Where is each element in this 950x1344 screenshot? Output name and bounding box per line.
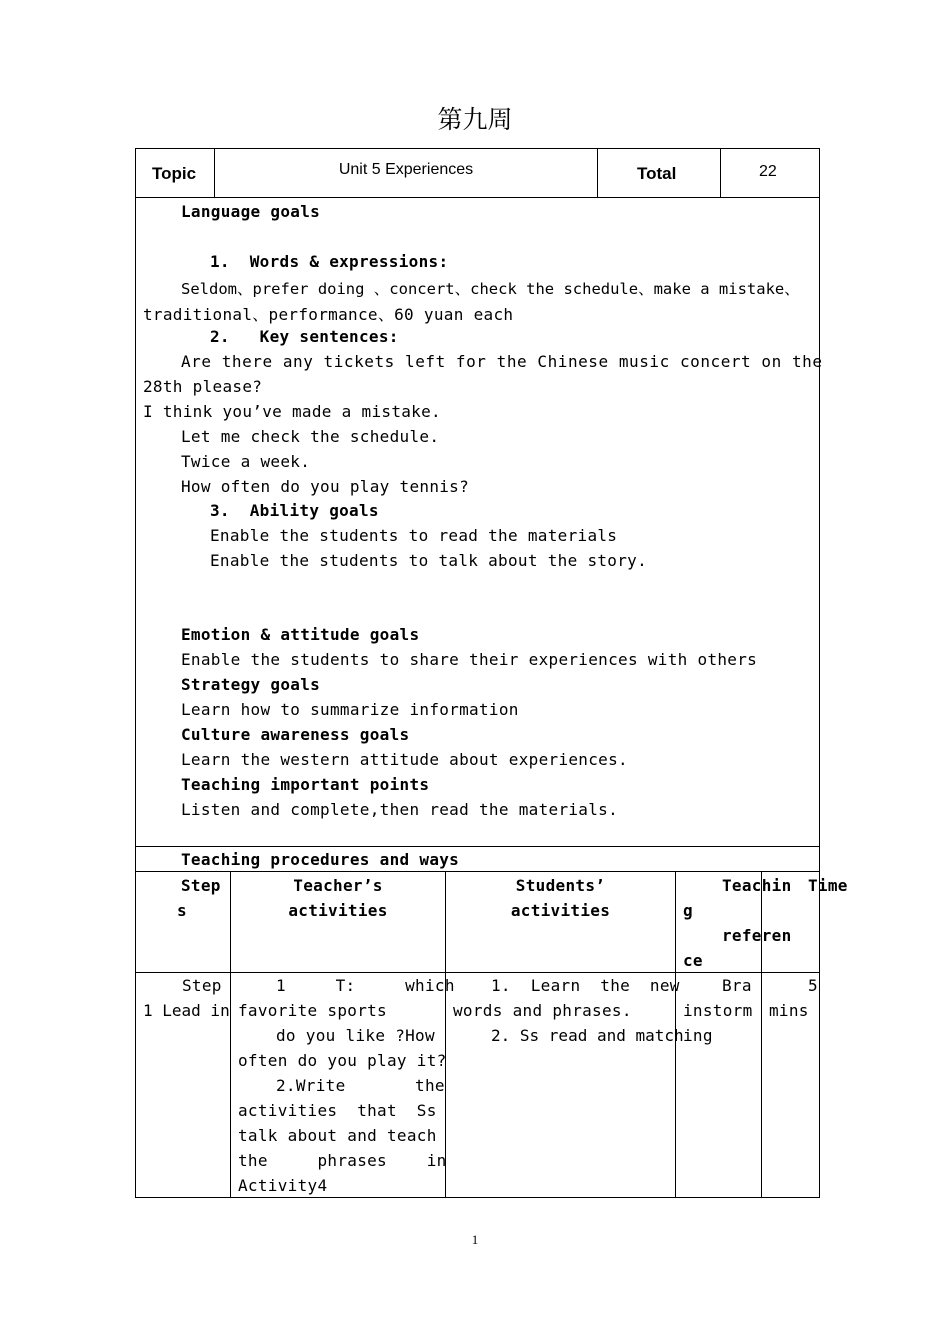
col-students-a: Students’ <box>515 876 606 895</box>
col-reference-a: Teachin <box>722 876 792 895</box>
col-reference-b: g <box>683 901 693 920</box>
row1-teacher-line-1: 1 T: which <box>276 976 455 995</box>
important-points-text: Listen and complete,then read the materials. <box>181 800 619 819</box>
row1-teacher-line-3: do you like ?How <box>276 1026 435 1045</box>
sentence-1a: Are there any tickets left for the Chinese music concert on the <box>181 352 823 371</box>
sentences-heading: 2. Key sentences: <box>210 327 399 346</box>
culture-text: Learn the western attitude about experiences. <box>181 750 628 769</box>
row1-step-b: 1 Lead in <box>143 1001 230 1020</box>
topic-value: Unit 5 Experiences <box>338 161 474 178</box>
sentence-1b: 28th please? <box>143 377 263 396</box>
table-border-right <box>819 148 820 1198</box>
emotion-text: Enable the students to share their experiences with others <box>181 650 758 669</box>
strategy-text: Learn how to summarize information <box>181 700 519 719</box>
steps-col-divider <box>230 871 231 1198</box>
page-title: 第九周 <box>437 105 513 134</box>
column-header-divider <box>135 972 820 973</box>
procedures-heading: Teaching procedures and ways <box>181 850 460 869</box>
row1-time-b: mins <box>769 1001 809 1020</box>
header-col-divider-3 <box>720 148 721 198</box>
topic-label: Topic <box>152 164 197 183</box>
ability-2: Enable the students to talk about the story. <box>210 551 648 570</box>
ability-heading: 3. Ability goals <box>210 501 379 520</box>
sentence-2: I think you’ve made a mistake. <box>143 402 441 421</box>
total-value: 22 <box>759 163 777 180</box>
page-number: 1 <box>471 1232 479 1247</box>
row1-student-line-1: 1. Learn the new <box>491 976 680 995</box>
row1-time-a: 5 <box>808 976 818 995</box>
strategy-heading: Strategy goals <box>181 675 321 694</box>
table-border-bottom <box>135 1197 820 1198</box>
table-border-top <box>135 148 820 149</box>
row1-teacher-line-5: 2.Write the <box>276 1076 445 1095</box>
words-heading: 1. Words & expressions: <box>210 252 449 271</box>
words-line-1: Seldom、prefer doing 、concert、check the schedule、make a mistake、 <box>181 280 800 298</box>
col-reference-d: ce <box>683 951 703 970</box>
procedure-heading-divider <box>135 871 820 872</box>
sentence-4: Twice a week. <box>181 452 311 471</box>
row1-teacher-line-6: activities that Ss <box>238 1101 437 1120</box>
teacher-col-divider <box>445 871 446 1198</box>
row1-student-line-2: words and phrases. <box>453 1001 632 1020</box>
row1-teacher-line-8: the phrases in <box>238 1151 447 1170</box>
culture-heading: Culture awareness goals <box>181 725 410 744</box>
row1-reference-line-2: instorm <box>683 1001 753 1020</box>
header-col-divider-2 <box>597 148 598 198</box>
sentence-5: How often do you play tennis? <box>181 477 470 496</box>
header-row-divider <box>135 197 820 198</box>
col-students-b: activities <box>510 901 611 920</box>
row1-reference-line-1: Bra <box>722 976 752 995</box>
col-steps-a: Step <box>181 876 221 895</box>
row1-step-a: Step <box>182 976 222 995</box>
language-goals-heading: Language goals <box>181 202 321 221</box>
row1-teacher-line-7: talk about and teach <box>238 1126 437 1145</box>
sentence-3: Let me check the schedule. <box>181 427 440 446</box>
ability-1: Enable the students to read the materials <box>210 526 618 545</box>
emotion-heading: Emotion & attitude goals <box>181 625 420 644</box>
row1-teacher-line-2: favorite sports <box>238 1001 387 1020</box>
important-points-heading: Teaching important points <box>181 775 430 794</box>
col-reference-c: referen <box>722 926 792 945</box>
row1-teacher-line-9: Activity4 <box>238 1176 328 1195</box>
row1-student-line-3: 2. Ss read and match <box>491 1026 684 1045</box>
goals-bottom-border <box>135 846 820 847</box>
words-line-2: traditional、performance、60 yuan each <box>143 305 514 324</box>
col-time: Time <box>808 876 848 895</box>
col-steps-b: s <box>177 901 187 920</box>
col-teacher-b: activities <box>288 901 388 920</box>
row1-reference-line-3: ing <box>683 1026 713 1045</box>
total-label: Total <box>637 164 677 183</box>
table-border-left <box>135 148 136 1198</box>
reference-col-divider <box>761 871 762 1198</box>
row1-teacher-line-4: often do you play it? <box>238 1051 447 1070</box>
col-teacher-a: Teacher’s <box>293 876 383 895</box>
